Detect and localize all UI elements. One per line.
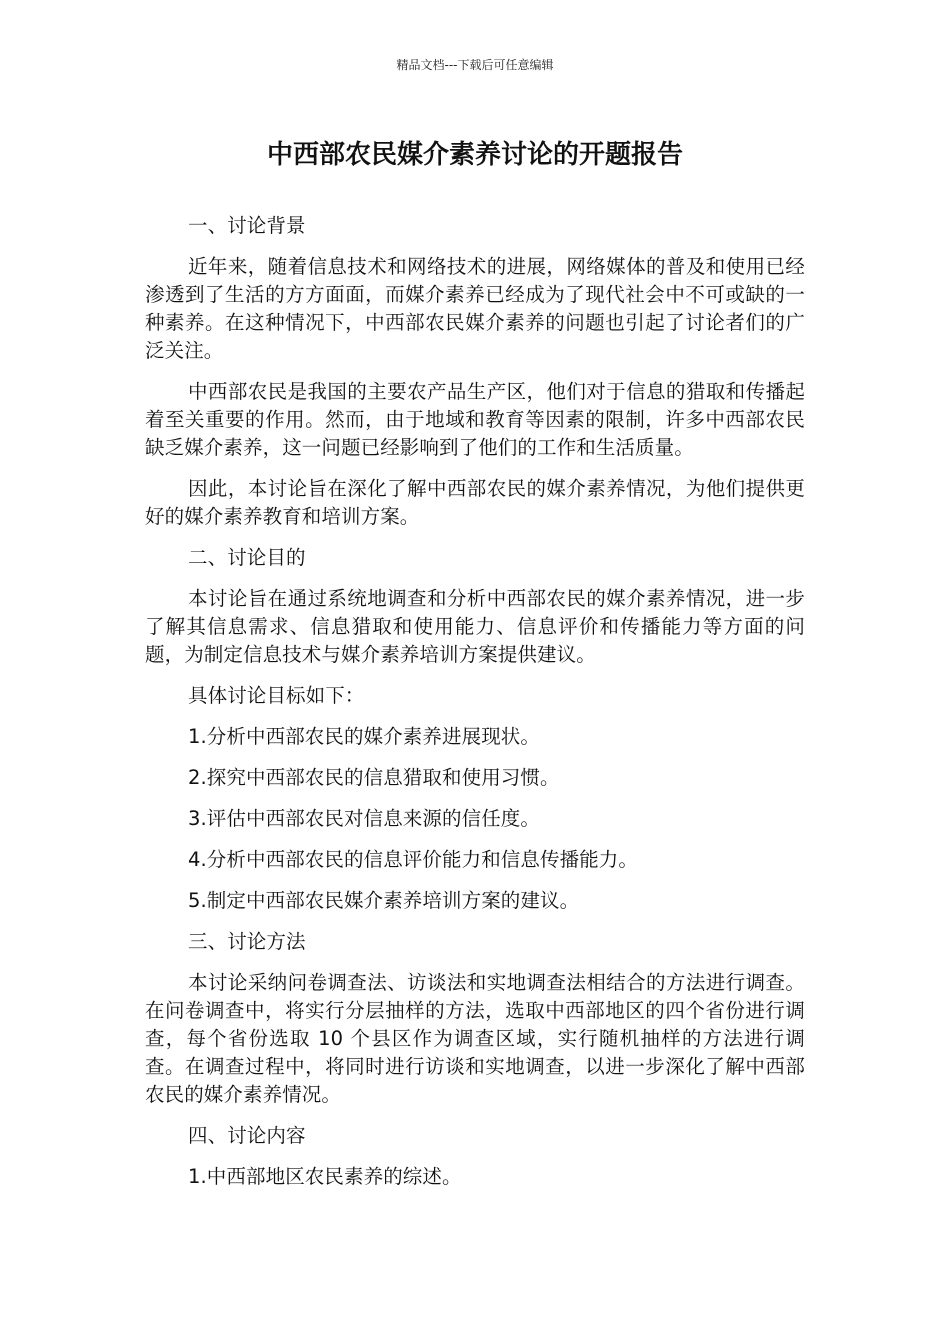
list-item: 5.制定中西部农民媒介素养培训方案的建议。 <box>188 889 580 912</box>
list-item: 2.探究中西部农民的信息猎取和使用习惯。 <box>188 766 560 789</box>
paragraph-purpose: 本讨论旨在通过系统地调查和分析中西部农民的媒介素养情况，进一步了解其信息需求、信息猎取和使用能力、信息评价和传播能力等方面的问题，为制定信息技术与媒介素养培训方案提供建议。 <box>145 587 805 666</box>
section-heading-background: 一、讨论背景 <box>188 214 306 237</box>
paragraph-background-3: 因此，本讨论旨在深化了解中西部农民的媒介素养情况，为他们提供更好的媒介素养教育和培训方案。 <box>145 477 805 528</box>
document-title: 中西部农民媒介素养讨论的开题报告 <box>266 140 683 170</box>
paragraph-goals-intro: 具体讨论目标如下： <box>188 684 365 707</box>
paragraph-method: 本讨论采纳问卷调查法、访谈法和实地调查法相结合的方法进行调查。在问卷调查中，将实行分层抽样的方法，选取中西部地区的四个省份进行调查，每个省份选取 10 个县区作为调查区域，实行随机抽样的方法进行调查。在调查过程中，将同时进行访谈和实地调查，以进一步深化了解中西部农民的媒介素养情况。 <box>145 971 805 1106</box>
list-item: 1.中西部地区农民素养的综述。 <box>188 1165 462 1188</box>
section-heading-method: 三、讨论方法 <box>188 930 306 953</box>
list-item: 3.评估中西部农民对信息来源的信任度。 <box>188 807 541 830</box>
list-item: 4.分析中西部农民的信息评价能力和信息传播能力。 <box>188 848 639 871</box>
list-item: 1.分析中西部农民的媒介素养进展现状。 <box>188 725 541 748</box>
paragraph-background-2: 中西部农民是我国的主要农产品生产区，他们对于信息的猎取和传播起着至关重要的作用。然而，由于地域和教育等因素的限制，许多中西部农民缺乏媒介素养，这一问题已经影响到了他们的工作和生活质量。 <box>145 380 805 459</box>
section-heading-purpose: 二、讨论目的 <box>188 546 306 569</box>
section-heading-content: 四、讨论内容 <box>188 1124 306 1147</box>
document-body <box>145 212 805 1204</box>
paragraph-background-1: 近年来，随着信息技术和网络技术的进展，网络媒体的普及和使用已经渗透到了生活的方方面面，而媒介素养已经成为了现代社会中不可或缺的一种素养。在这种情况下，中西部农民媒介素养的问题也引起了讨论者们的广泛关注。 <box>145 255 805 362</box>
header-note: 精品文档---下载后可任意编辑 <box>396 58 554 72</box>
